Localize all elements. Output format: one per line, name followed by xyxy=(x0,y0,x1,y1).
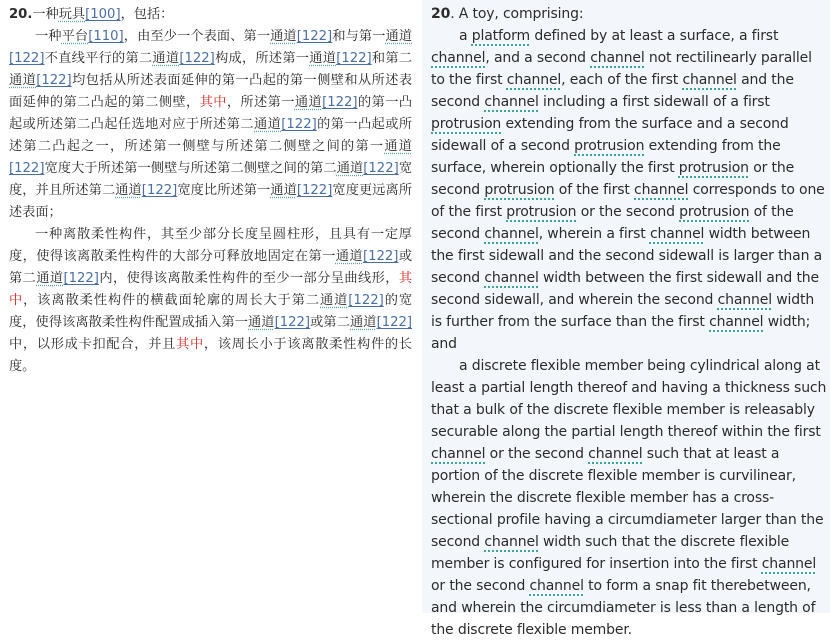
reference-number: [122] xyxy=(179,51,215,66)
en-platform-paragraph xyxy=(431,25,828,355)
reference-number: [110] xyxy=(88,29,124,44)
key-term: 通道 xyxy=(248,315,275,330)
key-term: channel xyxy=(709,314,764,330)
claim-text: ，由至少一个表面、第一 xyxy=(123,29,271,44)
key-term: channel xyxy=(431,446,486,462)
chinese-claim-column xyxy=(0,0,418,613)
reference-number: [122] xyxy=(9,51,45,66)
key-term: channel xyxy=(588,446,643,462)
key-term: channel xyxy=(506,72,562,88)
key-term: channel xyxy=(761,556,817,572)
claim-text: defined by at least a surface, a first xyxy=(530,28,779,44)
key-term: protrusion xyxy=(431,116,502,132)
claim-text: and the second xyxy=(431,72,794,110)
claim-text: a xyxy=(459,28,472,44)
key-term: protrusion xyxy=(506,204,577,220)
claim-text: extending from the surface, wherein optionally the first xyxy=(431,138,781,176)
claim-text: 不直线平行的第二 xyxy=(44,51,153,66)
reference-number: [122] xyxy=(348,293,384,308)
key-term: channel xyxy=(431,50,486,66)
reference-number: [122] xyxy=(9,161,45,176)
claim-text: 的第一凸起或所述第二凸起任选地对应于所述第二 xyxy=(9,95,413,132)
claim-text: 一种 xyxy=(32,7,59,22)
key-term: channel xyxy=(682,72,737,88)
key-term: protrusion xyxy=(679,204,750,220)
zh-preamble-text xyxy=(32,7,173,22)
key-term: platform xyxy=(471,28,531,44)
highlighted-keyword: 其中 xyxy=(9,271,413,308)
key-term: protrusion xyxy=(484,182,555,198)
zh-member-paragraph xyxy=(9,224,412,378)
key-term: channel xyxy=(529,578,584,594)
claim-text: of the second xyxy=(431,204,794,242)
reference-number: [122] xyxy=(274,315,311,330)
claim-text: width such that the discrete flexible member is configured for insertion into the first xyxy=(431,534,790,572)
key-term: 通道 xyxy=(309,51,337,66)
en-claim-preamble xyxy=(431,3,828,25)
claim-text: width between the first sidewall and the second sidewall, and wherein the second xyxy=(431,270,819,308)
reference-number: [122] xyxy=(322,95,358,110)
claim-text: or the second xyxy=(431,578,530,594)
claim-text: , and a second xyxy=(485,50,591,66)
reference-number: [122] xyxy=(281,117,317,132)
key-term: channel xyxy=(649,226,705,242)
claim-text: 中，以形成卡扣配合，并且 xyxy=(9,337,177,352)
key-term: 通道 xyxy=(320,293,349,308)
claim-text: 的第一凸起或所述第二凸起之一，所述第一侧壁与所述第二侧壁之间的第一 xyxy=(9,117,413,154)
claim-text: , each of the first xyxy=(561,72,683,88)
key-term: 通道 xyxy=(335,249,363,264)
reference-number: [122] xyxy=(376,315,413,330)
claim-text: 内，使得该离散柔性构件的至少一部分呈曲线形， xyxy=(98,271,399,286)
claim-text: width between the first sidewall and the second sidewall is larger than a second xyxy=(431,226,823,286)
key-term: protrusion xyxy=(678,160,749,176)
claim-text: not rectilinearly parallel to the first xyxy=(431,50,812,88)
claim-text: to form a snap fit therebetween, and wherein the circumdiameter is less than a length of the discrete flexible member. xyxy=(431,578,816,638)
claim-text: width is further from the surface than the first xyxy=(431,292,815,330)
claim-text: or the second xyxy=(431,160,795,198)
key-term: channel xyxy=(634,182,689,198)
key-term: channel xyxy=(590,50,645,66)
key-term: 玩具 xyxy=(58,7,86,22)
claim-text: or the second xyxy=(485,446,589,462)
claim-text: 宽度大于所述第一侧壁与所述第二侧壁之间的第二 xyxy=(44,161,337,176)
claim-text: 和第二 xyxy=(371,51,413,66)
key-term: channel xyxy=(484,226,539,242)
reference-number: [122] xyxy=(296,29,333,44)
highlighted-keyword: 其中 xyxy=(199,95,227,110)
key-term: protrusion xyxy=(574,138,645,154)
claim-text: 的宽度，使得该离散柔性构件配置成插入第一 xyxy=(9,293,413,330)
claim-text: 构成，所述第一 xyxy=(214,51,310,66)
key-term: 通道 xyxy=(270,183,297,198)
highlighted-keyword: 其中 xyxy=(176,337,204,352)
key-term: 通道 xyxy=(350,315,377,330)
reference-number: [122] xyxy=(362,249,399,264)
reference-number: [100] xyxy=(85,7,121,22)
reference-number: [122] xyxy=(141,183,178,198)
reference-number: [122] xyxy=(296,183,333,198)
key-term: channel xyxy=(484,94,539,110)
key-term: 通道 xyxy=(336,161,364,176)
en-claim-number: 20 xyxy=(431,6,451,22)
zh-claim-preamble xyxy=(9,4,412,26)
claim-text: corresponds to one of the first xyxy=(431,182,825,220)
key-term: channel xyxy=(484,534,539,550)
claim-text: ，该周长小于该离散柔性构件的长度。 xyxy=(9,337,412,374)
key-term: 平台 xyxy=(61,29,89,44)
key-term: 通道 xyxy=(294,95,323,110)
key-term: 通道 xyxy=(152,51,180,66)
zh-platform-paragraph xyxy=(9,26,412,224)
claim-text: a discrete flexible member being cylindrical along at least a partial length thereof and having a thickness such that a bulk of the discrete flexible member is releasably securable along the partial length thereof within the first xyxy=(431,358,827,440)
reference-number: [122] xyxy=(363,161,399,176)
claim-text: 和与第一 xyxy=(332,29,386,44)
claim-text: 或第二 xyxy=(310,315,350,330)
en-member-paragraph xyxy=(431,355,828,641)
en-preamble-text xyxy=(450,6,583,22)
key-term: 通道 xyxy=(36,271,64,286)
key-term: 通道 xyxy=(9,73,37,88)
claim-text: including a first sidewall of a first xyxy=(538,94,770,110)
claim-text: width; and xyxy=(431,314,811,352)
reference-number: [122] xyxy=(63,271,99,286)
claim-text: 一种离散柔性构件，其至少部分长度呈圆柱形，且具有一定厚度，使得该离散柔性构件的大部分可释放地固定在第一 xyxy=(9,227,412,264)
claim-text: 宽度更远离所述表面； xyxy=(9,183,413,220)
claim-text: extending from the surface and a second sidewall of a second xyxy=(431,116,789,154)
claim-text: of the first xyxy=(554,182,635,198)
key-term: channel xyxy=(484,270,539,286)
key-term: 通道 xyxy=(115,183,142,198)
reference-number: [122] xyxy=(336,51,372,66)
claim-text: , wherein a first xyxy=(538,226,650,242)
english-claim-column xyxy=(422,0,830,638)
key-term: channel xyxy=(717,292,772,308)
key-term: 通道 xyxy=(270,29,297,44)
key-term: 通道 xyxy=(384,139,412,154)
claim-text: such that at least a portion of the discrete flexible member is curvilinear, wherein the discrete flexible member has a cross-sectional profile having a circumdiameter larger than the second xyxy=(431,446,824,550)
key-term: 通道 xyxy=(254,117,282,132)
claim-text: . A toy, comprising: xyxy=(450,6,584,22)
claim-text: ，包括： xyxy=(120,7,174,22)
claim-text: ，所述第一 xyxy=(226,95,295,110)
zh-claim-number: 20. xyxy=(9,7,33,22)
claim-text: 宽度比所述第一 xyxy=(177,183,271,198)
key-term: 通道 xyxy=(385,29,413,44)
claim-text: 或第二 xyxy=(9,249,413,286)
claim-text: 宽度，并且所述第二 xyxy=(9,161,413,198)
reference-number: [122] xyxy=(36,73,72,88)
claim-text: or the second xyxy=(576,204,680,220)
claim-text: ，该离散柔性构件的横截面轮廓的周长大于第二 xyxy=(23,293,320,308)
claim-text: 均包括从所述表面延伸的第一凸起的第一侧壁和从所述表面延伸的第二凸起的第二侧壁， xyxy=(9,73,413,110)
claim-text: 一种 xyxy=(35,29,62,44)
